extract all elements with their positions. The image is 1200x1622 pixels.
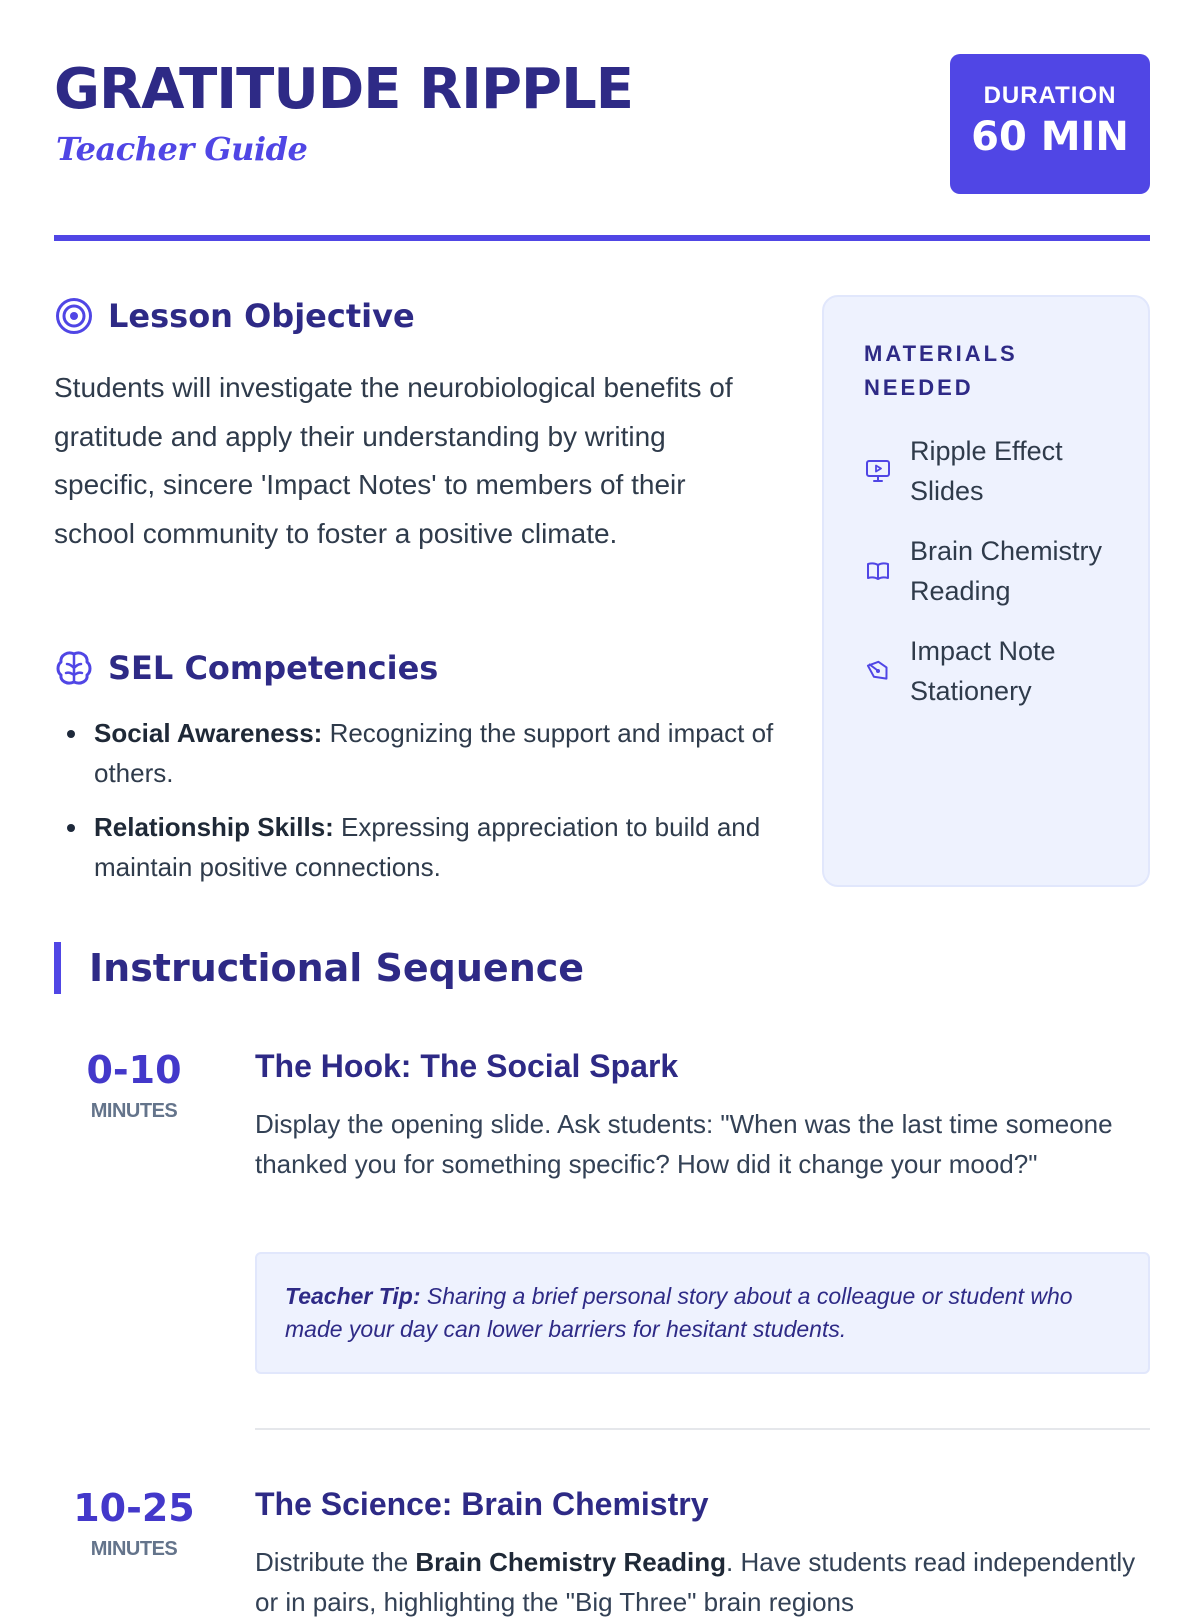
sequence-heading: Instructional Sequence [54, 942, 584, 994]
list-item [54, 807, 774, 887]
step-time [54, 1046, 214, 1123]
list-item [54, 713, 774, 793]
material-item [864, 531, 1124, 611]
pen-nib-icon [864, 657, 892, 685]
objective-text: Students will investigate the neurobiological benefits of gratitude and apply their understanding by writing specific, sincere 'Impact Notes' to members of their school community to foster a positive climate. [54, 372, 733, 549]
step-divider [255, 1428, 1150, 1430]
material-label: Brain Chemistry Reading [910, 536, 1103, 606]
step-time-range: 0-10 [86, 1048, 182, 1092]
objective-heading-text: Lesson Objective [108, 297, 415, 335]
tip-label: Teacher Tip: [285, 1283, 421, 1309]
sel-desc: Expressing appreciation to build and maintain positive connections. [94, 812, 761, 882]
brain-icon [54, 648, 94, 688]
step-title: The Hook: The Social Spark [255, 1048, 679, 1084]
step-body [255, 1542, 1150, 1622]
step-time [54, 1484, 214, 1561]
sel-list [54, 713, 774, 901]
material-label: Ripple Effect Slides [910, 436, 1063, 506]
step-time-range: 10-25 [73, 1486, 195, 1530]
material-item [864, 431, 1124, 511]
presentation-icon [864, 457, 892, 485]
teacher-tip [255, 1252, 1150, 1374]
sel-term: Social Awareness: [94, 718, 323, 748]
duration-value: 60 MIN [971, 114, 1129, 160]
material-item [864, 631, 1124, 711]
header-divider [54, 235, 1150, 241]
duration-badge [950, 54, 1150, 194]
duration-label: DURATION [983, 82, 1117, 109]
step-body-text: . Have students read independently or in pairs, highlighting the "Big Three" brain regions [255, 1547, 1136, 1617]
sel-term: Relationship Skills: [94, 812, 334, 842]
page-title: GRATITUDE RIPPLE [54, 57, 633, 122]
materials-heading: MATERIALS NEEDED [864, 341, 1018, 400]
materials-panel [822, 295, 1150, 887]
page-header [54, 54, 1150, 194]
objective-heading [54, 296, 415, 336]
step-time-unit: MINUTES [90, 1100, 178, 1122]
step-body-emphasis: Brain Chemistry Reading [415, 1547, 727, 1577]
sel-heading [54, 648, 438, 688]
tip-text: Sharing a brief personal story about a colleague or student who made your day can lower barriers for hesitant students. [285, 1283, 1073, 1342]
target-icon [54, 296, 94, 336]
step-body-text: Distribute the [255, 1547, 416, 1577]
step-body: Display the opening slide. Ask students: "When was the last time someone thanked you for something specific? How did it change your mood?" [255, 1109, 1113, 1179]
step-title: The Science: Brain Chemistry [255, 1486, 709, 1522]
sel-desc: Recognizing the support and impact of others. [94, 718, 774, 788]
material-label: Impact Note Stationery [910, 636, 1056, 706]
page-subtitle: Teacher Guide [56, 130, 308, 168]
step-time-unit: MINUTES [90, 1538, 178, 1560]
book-icon [864, 557, 892, 585]
sel-heading-text: SEL Competencies [108, 649, 439, 687]
